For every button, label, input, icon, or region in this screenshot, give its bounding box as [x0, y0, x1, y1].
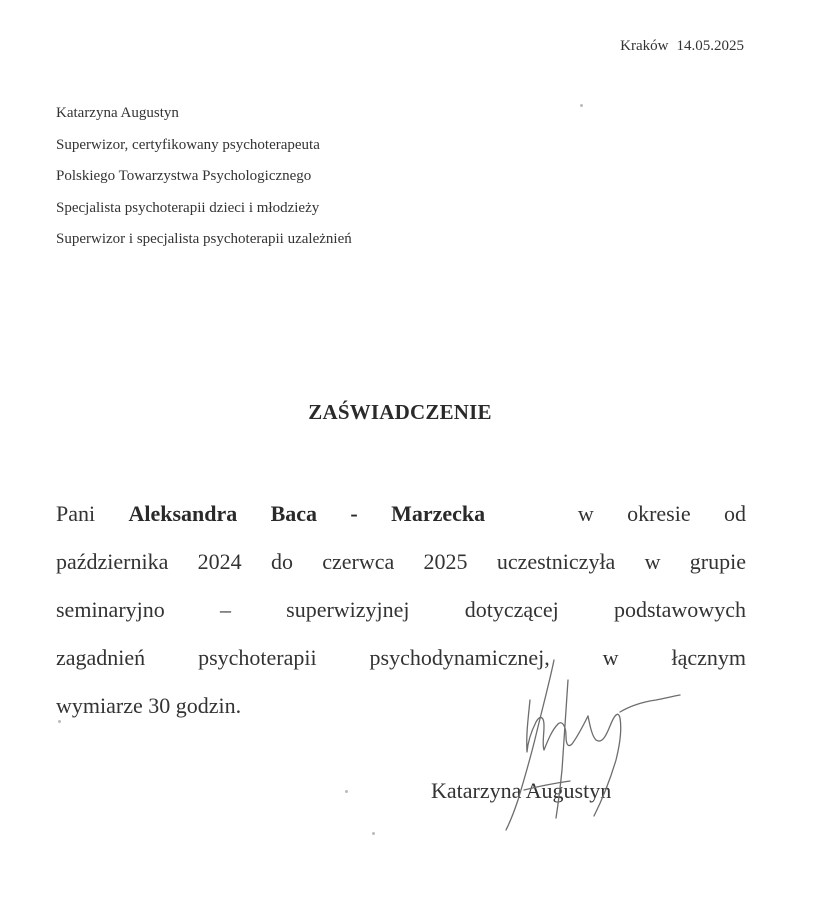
recipient-first-name: Aleksandra — [128, 501, 238, 526]
body-word: łącznym — [671, 645, 746, 670]
recipient-surname-dash: - — [350, 501, 358, 526]
paper-speck — [345, 790, 348, 793]
paper-speck — [372, 832, 375, 835]
body-line-1 — [56, 490, 746, 538]
date: 14.05.2025 — [676, 38, 744, 54]
spacer — [518, 490, 544, 538]
recipient-surname-part-2: Marzecka — [391, 501, 486, 526]
body-word: okresie — [627, 501, 691, 526]
body-word: seminaryjno — [56, 597, 165, 622]
body-line-2 — [56, 538, 746, 586]
body-word: czerwca — [322, 549, 395, 574]
body-word: w — [577, 501, 594, 526]
document-title: ZAŚWIADCZENIE — [308, 400, 492, 424]
sender-block — [56, 98, 352, 256]
body-word: dotyczącej — [464, 597, 559, 622]
sender-title-3: Specjalista psychoterapii dzieci i młodzieży — [56, 199, 320, 216]
body-word: od — [723, 501, 746, 526]
body-word: 2024 — [197, 549, 242, 574]
body-word: października — [56, 549, 169, 574]
sender-title-1: Superwizor, certyfikowany psychoterapeuta — [56, 136, 320, 153]
signature-name: Katarzyna Augustyn — [431, 778, 612, 803]
body-word: psychodynamicznej, — [369, 645, 550, 670]
sender-title-4: Superwizor i specjalista psychoterapii uzależnień — [56, 231, 352, 247]
paper-speck — [580, 104, 583, 107]
body-word: w — [644, 549, 661, 574]
body-word: 2025 — [423, 549, 468, 574]
place-and-date — [620, 38, 744, 55]
body-word: wymiarze 30 godzin. — [56, 693, 242, 718]
place: Kraków — [620, 38, 669, 54]
recipient-surname-part-1: Baca — [270, 501, 318, 526]
body-line-3 — [56, 586, 746, 634]
body-word: zagadnień — [56, 645, 146, 670]
handwritten-signature — [470, 640, 700, 840]
body-word: grupie — [689, 549, 746, 574]
sender-title-2: Polskiego Towarzystwa Psychologicznego — [56, 168, 312, 184]
body-word: Pani — [56, 501, 96, 526]
body-word: do — [270, 549, 293, 574]
body-word: superwizyjnej — [286, 597, 410, 622]
sender-name: Katarzyna Augustyn — [56, 105, 179, 121]
paper-speck — [58, 720, 61, 723]
body-word: podstawowych — [613, 597, 746, 622]
body-word: w — [602, 645, 619, 670]
body-word: – — [219, 597, 231, 622]
body-word: psychoterapii — [198, 645, 317, 670]
body-word: uczestniczyła — [496, 549, 616, 574]
